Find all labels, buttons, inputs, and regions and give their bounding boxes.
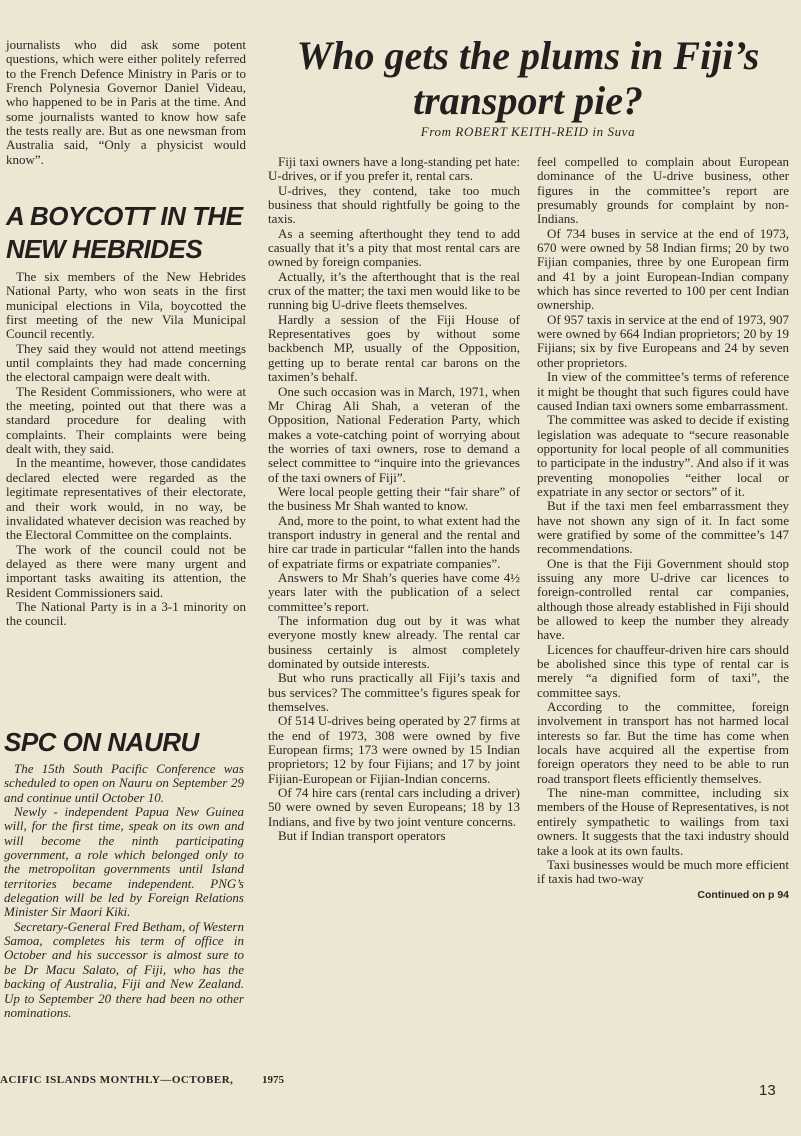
paragraph: They said they would not attend meetings until complaints they had made concerning the electoral campaign were dealt with.: [6, 340, 246, 385]
paragraph: As a seeming afterthought they tend to add casually that it’s a pity that most rental cars are owned by foreign companies.: [268, 225, 520, 270]
paragraph: The National Party is in a 3-1 minority on the council.: [6, 598, 246, 629]
paragraph: But who runs practically all Fiji’s taxis and bus services? The committee’s figures speak for themselves.: [268, 670, 520, 715]
paragraph: feel compelled to complain about European dominance of the U-drive business, other figures in the committee’s report are presumably grounds for complaint by non-Indians.: [537, 154, 789, 227]
spc-heading: SPC ON NAURU: [4, 727, 199, 757]
paragraph: The six members of the New Hebrides National Party, who won seats in the first municipal elections in Vila, boycotted the first meeting of the new Vila Municipal Council recently.: [6, 269, 246, 342]
paragraph: But if the taxi men feel embarrassment they have not shown any sign of it. In fact some were gratified by some of the committee’s 147 recommendations.: [537, 498, 789, 557]
boycott-heading: A BOYCOTT IN THE NEW HEBRIDES: [6, 201, 243, 264]
paragraph: The work of the council could not be delayed as there were many urgent and important tasks awaiting its attention, the Resident Commissioners said.: [6, 541, 246, 600]
paragraph: Secretary-General Fred Betham, of Western Samoa, completes his term of office in October and his successor is almost sure to be Dr Macu Salato, of Fiji, who has the backing of Australia, Fiji and New Zealand. Up to September 20 there had been no other nominations.: [4, 918, 244, 1020]
paragraph: And, more to the point, to what extent had the transport industry in general and the rental and hire car trade in particular “fallen into the hands of expatriate firms or expatriate companies”.: [268, 512, 520, 571]
paragraph: One is that the Fiji Government should stop issuing any more U-drive car licences to foreign-controlled rental car companies, although those already established in Fiji should be allowed to keep the number they already have.: [537, 555, 789, 643]
paragraph: Of 957 taxis in service at the end of 1973, 907 were owned by 664 Indian proprietors; 20 by 19 Fijians; six by five Europeans and 24 by seven other proprietors.: [537, 311, 789, 370]
paragraph: In the meantime, however, those candidates declared elected were regarded as the legitimate representatives of their electorate, and their work would, in no way, be invalidated whatever decision was reached by the Electoral Committee on the complaints.: [6, 455, 246, 543]
article-title: Who gets the plums in Fiji’s transport pie?: [296, 33, 760, 123]
paragraph: Fiji taxi owners have a long-standing pet hate: U-drives, or if you prefer it, rental cars.: [268, 154, 520, 184]
paragraph: Of 514 U-drives being operated by 27 firms at the end of 1973, 308 were owned by five European firms; 173 were owned by 15 Indian proprietors; 12 by four Fijians; and 17 by joint Fijian-European or Fijian-Indian concerns.: [268, 713, 520, 786]
paragraph: Licences for chauffeur-driven hire cars should be abolished since this type of rental car is merely “a dignified form of taxi”, the committee says.: [537, 641, 789, 700]
paragraph: journalists who did ask some potent questions, which were either politely referred to the French Defence Ministry in Paris or to French Polynesia Governor Daniel Videau, who happened to be in Paris at the time. And some journalists wanted to know how safe the tests really are. But as one newsman from Australia said, “Only a physicist would know”.: [6, 37, 246, 167]
boycott-article: [6, 270, 246, 629]
paragraph: Newly - independent Papua New Guinea will, for the first time, speak on its own and will become the ninth participating government, a role which belonged only to the metropolitan governments until Island territories became independent. PNG’s delegation will be led by Foreign Relations Minister Sir Maori Kiki.: [4, 804, 244, 920]
page-number: 13: [759, 1082, 776, 1099]
footer-publication: ACIFIC ISLANDS MONTHLY—OCTOBER,: [0, 1074, 234, 1086]
footer-year: 1975: [262, 1074, 284, 1086]
paragraph: The 15th South Pacific Conference was scheduled to open on Nauru on September 29 and continue until October 10.: [4, 761, 244, 805]
continued-note: Continued on p 94: [697, 888, 789, 901]
left-intro-column: [6, 38, 246, 167]
paragraph: The Resident Commissioners, who were at the meeting, pointed out that there was a standard procedure for dealing with complaints. Their complaints were being dealt with, they said.: [6, 383, 246, 457]
paragraph: U-drives, they contend, take too much business that should rightfully be going to the taxis.: [268, 182, 520, 227]
paragraph: Actually, it’s the afterthought that is the real crux of the matter; the taxi men would like to be running big U-drive fleets themselves.: [268, 268, 520, 313]
paragraph: Hardly a session of the Fiji House of Representatives goes by without some backbench MP, usually of the Opposition, getting up to berate rental car barons on the taximen’s behalf.: [268, 311, 520, 385]
paragraph: Taxi businesses would be much more efficient if taxis had two-way: [537, 856, 789, 887]
paragraph: Of 734 buses in service at the end of 1973, 670 were owned by 58 Indian firms; 20 by two Fijian companies, three by one European firm and 41 by a joint European-Indian company which has since reverted to 100 per cent Indian ownership.: [537, 225, 789, 313]
paragraph: The nine-man committee, including six members of the House of Representatives, is not entirely sympathetic to wailings from taxi owners. It suggests that the taxi industry should take a look at its own faults.: [537, 785, 789, 858]
paragraph: According to the committee, foreign involvement in transport has not harmed local interests so far. But the time has come when locals have acquired all the expertise from foreign operators they need to be able to run road transport fleets efficiently themselves.: [537, 699, 789, 786]
paragraph: The information dug out by it was what everyone mostly knew already. The rental car business certainly is almost completely dominated by outside interests.: [268, 613, 520, 672]
paragraph: Of 74 hire cars (rental cars including a driver) 50 were owned by seven Europeans; 18 by 13 Indians, and five by two joint venture concerns.: [268, 785, 520, 829]
paragraph: But if Indian transport operators: [278, 828, 446, 844]
paragraph: Answers to Mr Shah’s queries have come 4½ years later with the publication of a select committee’s report.: [268, 569, 520, 614]
paragraph: The committee was asked to decide if existing legislation was adequate to “secure reasonable opportunity for local people of all communities to participate in the industry”. And also if it was preventing monopolies “either local or expatriate in any sector or sectors” of it.: [537, 412, 789, 499]
paragraph: In view of the committee’s terms of reference it might be thought that such figures could have caused Indian taxi owners some embarrassment.: [537, 369, 789, 413]
article-column-1: [268, 155, 520, 844]
paragraph: Were local people getting their “fair share” of the business Mr Shah wanted to know.: [268, 483, 520, 514]
article-byline: From ROBERT KEITH-REID in Suva: [420, 124, 636, 139]
article-column-2: [537, 155, 789, 902]
paragraph: One such occasion was in March, 1971, when Mr Chirag Ali Shah, a veteran of the Opposition, National Federation Party, which makes a vote-catching point of worrying about the worries of taxi owners, rose to demand a select committee to “inquire into the grievances of the taxi owners of Fiji”.: [268, 383, 520, 485]
spc-article: [4, 762, 244, 1020]
